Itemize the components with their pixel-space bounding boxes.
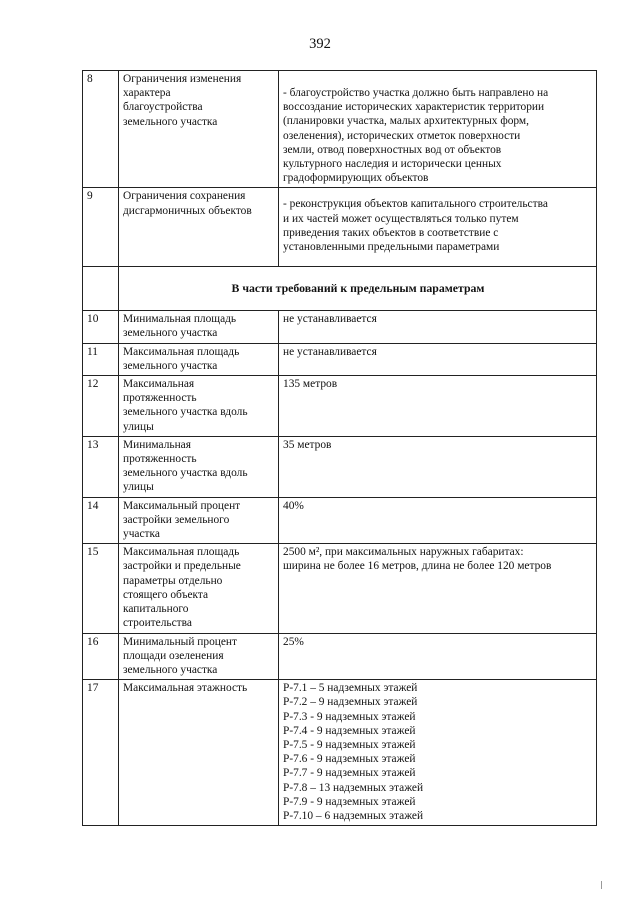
value-line: градоформирующих объектов bbox=[283, 172, 429, 185]
name-line: стоящего объекта bbox=[123, 588, 209, 601]
value-line: приведения таких объектов в соответствие с bbox=[283, 226, 499, 239]
parameter-name bbox=[119, 544, 279, 633]
row-number: 8 bbox=[83, 71, 119, 188]
parameter-value bbox=[279, 376, 597, 437]
value-line: Р-7.10 – 6 надземных этажей bbox=[283, 809, 424, 822]
name-line: земельного участка bbox=[123, 663, 218, 676]
parameter-value bbox=[279, 311, 597, 343]
parameter-value bbox=[279, 497, 597, 544]
parameter-name bbox=[119, 311, 279, 343]
value-line: воссоздание исторических характеристик территории bbox=[283, 101, 545, 114]
name-line: Максимальная этажность bbox=[123, 682, 248, 695]
name-line: протяженность bbox=[123, 392, 197, 405]
value-line: 2500 м², при максимальных наружных габаритах: bbox=[283, 546, 524, 559]
name-line: благоустройства bbox=[123, 101, 203, 114]
name-line: Максимальная площадь bbox=[123, 345, 240, 358]
value-line: - благоустройство участка должно быть направлено на bbox=[283, 87, 549, 99]
row-number: 10 bbox=[83, 311, 119, 343]
value-line: Р-7.3 - 9 надземных этажей bbox=[283, 710, 416, 723]
table-row bbox=[83, 376, 597, 437]
value-line: культурного наследия и исторически ценных bbox=[283, 158, 502, 171]
name-line: характера bbox=[123, 87, 171, 100]
parameter-name bbox=[119, 343, 279, 375]
value-line: озеленения), исторических отметок поверхности bbox=[283, 129, 521, 142]
value-line: не устанавливается bbox=[283, 345, 377, 358]
name-line: земельного участка bbox=[123, 359, 218, 372]
value-line: Р-7.9 - 9 надземных этажей bbox=[283, 795, 416, 808]
parameter-value bbox=[279, 544, 597, 633]
name-line: земельного участка bbox=[123, 327, 218, 340]
value-line: Р-7.7 - 9 надземных этажей bbox=[283, 767, 416, 780]
name-line: Максимальная площадь bbox=[123, 546, 240, 559]
value-line: 135 метров bbox=[283, 378, 338, 391]
value-line: - реконструкция объектов капитального строительства bbox=[283, 198, 548, 211]
name-line: Минимальная площадь bbox=[123, 313, 237, 326]
section-row bbox=[83, 267, 597, 311]
row-number: 9 bbox=[83, 188, 119, 267]
section-title: В части требований к предельным параметрам bbox=[119, 267, 597, 311]
name-line: застройки земельного bbox=[123, 513, 230, 526]
name-line: Ограничения сохранения bbox=[123, 190, 246, 203]
value-line: установленными предельными параметрами bbox=[283, 241, 500, 254]
parameter-name bbox=[119, 680, 279, 826]
name-line: протяженность bbox=[123, 453, 197, 466]
value-line: 35 метров bbox=[283, 438, 332, 451]
row-number: 12 bbox=[83, 376, 119, 437]
value-line: Р-7.6 - 9 надземных этажей bbox=[283, 753, 416, 766]
parameter-value bbox=[279, 633, 597, 680]
name-line: Минимальная bbox=[123, 438, 191, 451]
parameter-name bbox=[119, 633, 279, 680]
table-row bbox=[83, 680, 597, 826]
restrictions-rows bbox=[83, 71, 597, 267]
name-line: Ограничения изменения bbox=[123, 73, 242, 85]
name-line: улицы bbox=[123, 481, 154, 494]
row-number: 17 bbox=[83, 680, 119, 826]
parameter-name bbox=[119, 188, 279, 267]
parameter-value bbox=[279, 436, 597, 497]
value-line: (плaнировки участка, малых архитектурных форм, bbox=[283, 115, 529, 128]
value-line: земли, отвод поверхностных вод от объектов bbox=[283, 143, 502, 156]
table-row bbox=[83, 311, 597, 343]
value-line: 40% bbox=[283, 499, 304, 512]
parameter-rows bbox=[83, 311, 597, 826]
table-row bbox=[83, 343, 597, 375]
table-row bbox=[83, 544, 597, 633]
parameter-name bbox=[119, 436, 279, 497]
table-row bbox=[83, 497, 597, 544]
row-number: 13 bbox=[83, 436, 119, 497]
name-line: строительства bbox=[123, 617, 192, 630]
name-line: капитального bbox=[123, 603, 189, 616]
parameter-value bbox=[279, 680, 597, 826]
parameter-name bbox=[119, 376, 279, 437]
name-line: Максимальная bbox=[123, 378, 195, 391]
parameter-value bbox=[279, 343, 597, 375]
parameter-value bbox=[279, 71, 597, 188]
regulations-table bbox=[82, 70, 597, 826]
name-line: Минимальный процент bbox=[123, 635, 237, 648]
row-number: 15 bbox=[83, 544, 119, 633]
name-line: площади озеленения bbox=[123, 649, 224, 662]
page-number: 392 bbox=[309, 36, 331, 52]
scan-mark bbox=[601, 881, 602, 889]
row-number: 11 bbox=[83, 343, 119, 375]
name-line: дисгармоничных объектов bbox=[123, 204, 252, 217]
table-row bbox=[83, 633, 597, 680]
value-line: Р-7.4 - 9 надземных этажей bbox=[283, 724, 416, 737]
value-line: ширина не более 16 метров, длина не более 120 метров bbox=[283, 560, 552, 573]
section-num-cell bbox=[83, 267, 119, 311]
table-row bbox=[83, 436, 597, 497]
value-line: и их частей может осуществляться только путем bbox=[283, 212, 519, 225]
parameter-name bbox=[119, 497, 279, 544]
value-line: 25% bbox=[283, 635, 304, 648]
name-line: застройки и предельные bbox=[123, 560, 241, 573]
table-row bbox=[83, 188, 597, 267]
name-line: участка bbox=[123, 528, 160, 541]
value-line: не устанавливается bbox=[283, 313, 377, 326]
name-line: Максимальный процент bbox=[123, 499, 241, 512]
row-number: 16 bbox=[83, 633, 119, 680]
name-line: земельного участка вдоль bbox=[123, 467, 248, 480]
name-line: земельного участка вдоль bbox=[123, 406, 248, 419]
value-line: Р-7.8 – 13 надземных этажей bbox=[283, 781, 424, 794]
table-row bbox=[83, 71, 597, 188]
name-line: параметры отдельно bbox=[123, 574, 223, 587]
value-line: Р-7.5 - 9 надземных этажей bbox=[283, 738, 416, 751]
parameter-name bbox=[119, 71, 279, 188]
value-line: Р-7.1 – 5 надземных этажей bbox=[283, 682, 418, 695]
parameter-value bbox=[279, 188, 597, 267]
name-line: земельного участка bbox=[123, 115, 218, 128]
value-line: Р-7.2 – 9 надземных этажей bbox=[283, 696, 418, 709]
name-line: улицы bbox=[123, 420, 154, 433]
row-number: 14 bbox=[83, 497, 119, 544]
